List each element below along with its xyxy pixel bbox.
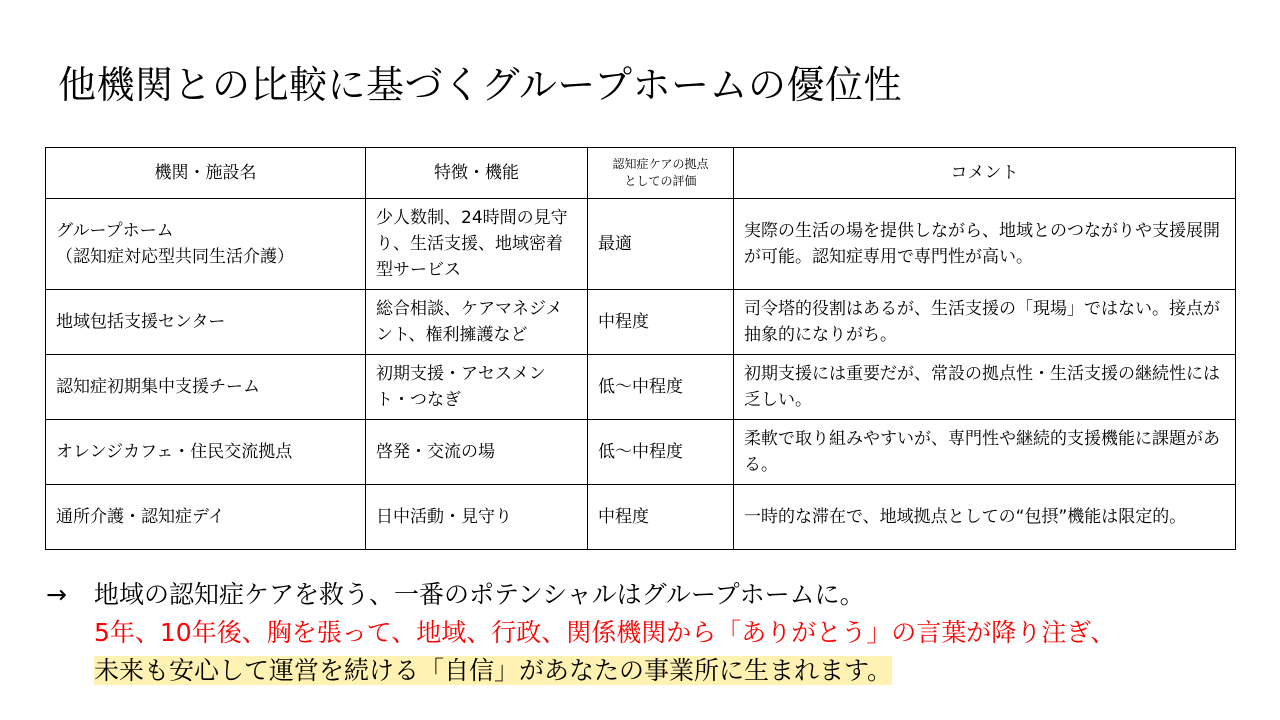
comparison-table — [45, 147, 1236, 550]
right-arrow-icon: → — [46, 580, 67, 609]
row-facility-name: 通所介護・認知症デイ — [46, 485, 366, 550]
row-facility-name-line-2: （認知症対応型共同生活介護） — [56, 247, 294, 267]
conclusion-highlight-text: 未来も安心して運営を続ける「自信」があなたの事業所に生まれます。 — [94, 656, 893, 685]
row-evaluation: 中程度 — [588, 485, 734, 550]
conclusion-main-text: 地域の認知症ケアを救う、一番のポテンシャルはグループホームに。 — [94, 580, 865, 609]
row-facility-name: 認知症初期集中支援チーム — [46, 355, 366, 420]
row-comment: 初期支援には重要だが、常設の拠点性・生活支援の継続性には乏しい。 — [734, 355, 1236, 420]
conclusion-line-2 — [46, 614, 1115, 652]
header-evaluation-line-2: としての評価 — [624, 174, 697, 188]
table-header-row — [46, 148, 1236, 199]
row-features: 総合相談、ケアマネジメント、権利擁護など — [366, 290, 588, 355]
row-features: 少人数制、24時間の見守り、生活支援、地域密着型サービス — [366, 199, 588, 290]
table-row — [46, 485, 1236, 550]
table-row — [46, 420, 1236, 485]
row-features: 初期支援・アセスメント・つなぎ — [366, 355, 588, 420]
slide-title: 他機関との比較に基づくグループホームの優位性 — [58, 63, 902, 107]
conclusion-block — [46, 576, 1115, 690]
header-facility-name: 機関・施設名 — [46, 148, 366, 199]
row-comment: 柔軟で取り組みやすいが、専門性や継続的支援機能に課題がある。 — [734, 420, 1236, 485]
row-facility-name-line-1: グループホーム — [56, 221, 174, 241]
row-comment: 一時的な滞在で、地域拠点としての“包摂”機能は限定的。 — [734, 485, 1236, 550]
header-evaluation — [588, 148, 734, 199]
row-evaluation: 中程度 — [588, 290, 734, 355]
table-row — [46, 199, 1236, 290]
row-evaluation: 最適 — [588, 199, 734, 290]
conclusion-line-3 — [46, 652, 1115, 690]
table-row — [46, 290, 1236, 355]
header-features: 特徴・機能 — [366, 148, 588, 199]
row-features: 啓発・交流の場 — [366, 420, 588, 485]
row-comment: 実際の生活の場を提供しながら、地域とのつながりや支援展開が可能。認知症専用で専門性が高い。 — [734, 199, 1236, 290]
conclusion-line-1 — [46, 576, 1115, 614]
row-evaluation: 低～中程度 — [588, 355, 734, 420]
header-evaluation-line-1: 認知症ケアの拠点 — [612, 157, 709, 171]
row-facility-name: オレンジカフェ・住民交流拠点 — [46, 420, 366, 485]
row-features: 日中活動・見守り — [366, 485, 588, 550]
conclusion-red-text: 5年、10年後、胸を張って、地域、行政、関係機関から「ありがとう」の言葉が降り注ぎ、 — [94, 618, 1116, 647]
row-comment: 司令塔的役割はあるが、生活支援の「現場」ではない。接点が抽象的になりがち。 — [734, 290, 1236, 355]
table-row — [46, 355, 1236, 420]
row-facility-name — [46, 199, 366, 290]
row-evaluation: 低～中程度 — [588, 420, 734, 485]
row-facility-name: 地域包括支援センター — [46, 290, 366, 355]
header-comment: コメント — [734, 148, 1236, 199]
